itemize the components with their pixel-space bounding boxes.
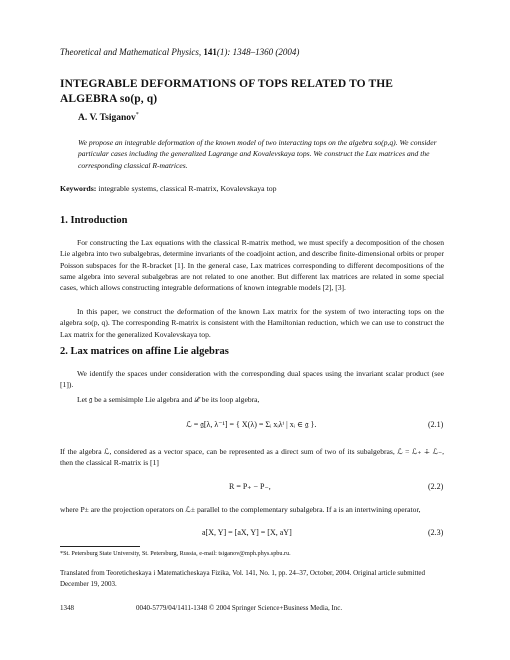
section-1-heading: 1. Introduction [60,215,128,226]
section-2-paragraph-1 [60,368,444,391]
paper-title [60,77,460,107]
section-2-paragraph-1-text: We identify the spaces under consideration with the corresponding dual spaces using the invariant scalar product (see [1]). [60,369,444,390]
title-line-1: INTEGRABLE DEFORMATIONS OF TOPS RELATED TO THE [60,78,394,90]
author-name: A. V. Tsiganov [78,113,136,124]
equation-2-3: a[X, Y] = [aX, Y] = [X, aY] [202,528,292,537]
section-2-heading: 2. Lax matrices on affine Lie algebras [60,346,229,357]
translation-note: Translated from Teoreticheskaya i Matematicheskaya Fizika, Vol. 141, No. 1, pp. 24–37, October, 2004. Original article submitted December 19, 2003. [60,569,426,588]
author [78,112,139,123]
section-1-paragraph-1 [60,237,444,293]
title-line-2: ALGEBRA so(p, q) [60,93,158,105]
section-2-paragraph-2-text: Let 𝔤 be a semisimple Lie algebra and ℒ be its loop algebra, [77,395,260,404]
author-affiliation-footnote: *St. Petersburg State University, St. Petersburg, Russia, e-mail: tsiganov@mph.phys.spbu.ru. [60,550,291,557]
keywords-text: integrable systems, classical R-matrix, Kovalevskaya top [96,184,277,193]
section-1-paragraph-1-text: For constructing the Lax equations with the classical R-matrix method, we must specify a decomposition of the chosen Lie algebra into two subalgebras, determine invariants of the coadjoint action, and describe finite-dimensional orbits or proper Poisson subspaces for the R-bracket [1]. In the general case, Lax matrices corresponding to different decompositions of the same algebra into several subalgebras are not related to one another. But different lax matrices are related in some special cases, which allows constructing integrable deformations of known integrable models [2], [3]. [60,238,444,293]
section-2-paragraph-2 [60,394,444,405]
abstract: We propose an integrable deformation of the known model of two interacting tops on the algebra so(p,q). We consider particular cases including the generalized Lagrange and Kovalevskaya tops. We construct the Lax matrices and the corresponding classical R-matrices. [78,138,437,170]
journal-header [60,47,299,57]
author-footnote-mark: * [135,112,139,118]
journal-volume: 141 [203,47,217,57]
equation-2-2-number: (2.2) [428,482,444,491]
copyright-line: 0040-5779/04/1411-1348 © 2004 Springer Science+Business Media, Inc. [136,604,343,612]
section-2-paragraph-3: If the algebra ℒ, considered as a vector space, can be represented as a direct sum of two of its subalgebras, ℒ = ℒ₊ ∔ ℒ₋, then the classical R-matrix is [1] [60,447,444,468]
journal-issue: (1): 1348–1360 (2004) [216,47,300,57]
footnote-rule [60,546,140,547]
equation-2-1: ℒ = 𝔤[λ, λ⁻¹] = { X(λ) = Σᵢ xᵢλⁱ | xᵢ ∈ 𝔤 }. [186,420,317,429]
equation-2-2: R = P₊ − P₋, [229,482,271,491]
section-2-paragraph-4: where P± are the projection operators on ℒ± parallel to the complementary subalgebra. If a is an intertwining operator, [60,505,421,514]
equation-2-3-number: (2.3) [428,528,444,537]
journal-name: Theoretical and Mathematical Physics, [60,47,204,57]
keywords-label: Keywords: [60,184,97,193]
section-1-paragraph-2-text: In this paper, we construct the deformation of the known Lax matrix for the system of two interacting tops on the algebra so(p, q). The corresponding R-matrix is consistent with the Hamiltonian reduction, which we can use to construct the Lax matrix for the generalized Kovalevskaya top. [60,307,444,339]
equation-2-1-number: (2.1) [428,420,444,429]
keywords [60,184,277,193]
page-number: 1348 [60,604,74,612]
section-1-paragraph-2 [60,306,444,340]
